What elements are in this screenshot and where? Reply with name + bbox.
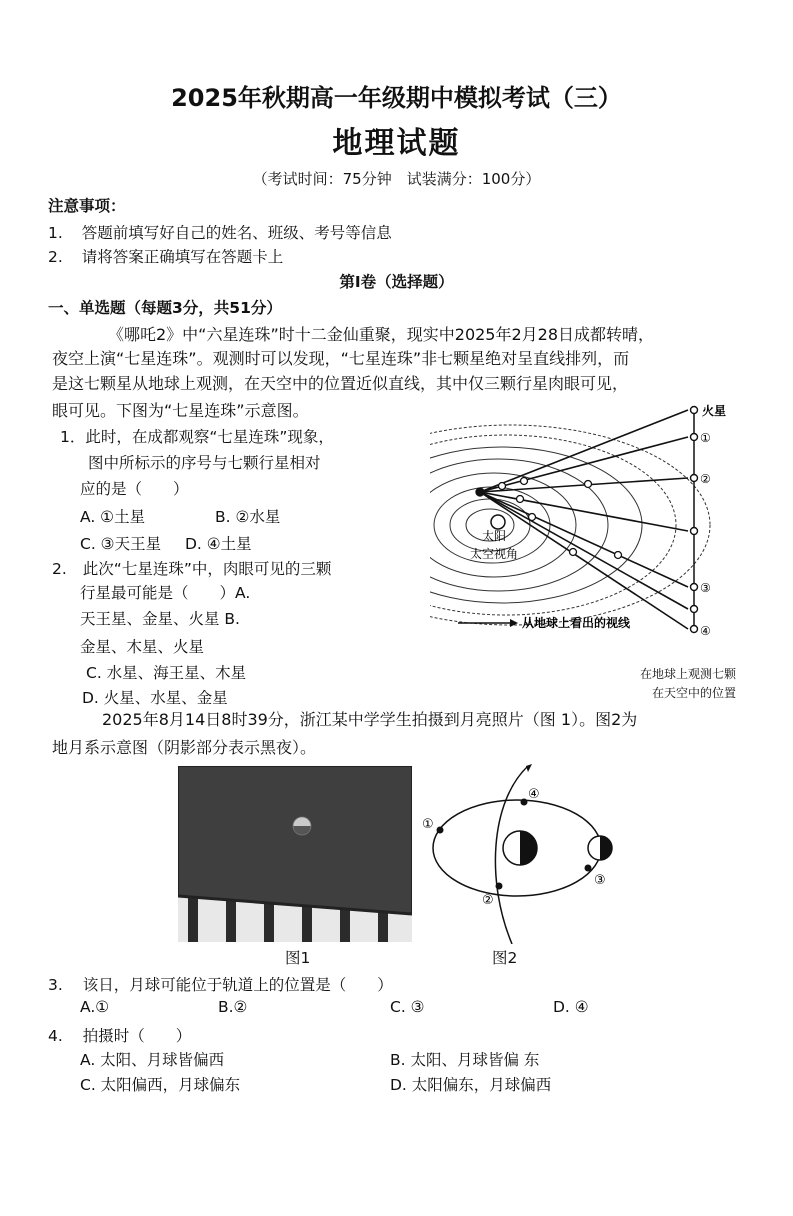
note-item <box>48 245 283 267</box>
question-stem: 该日，月球可能位于轨道上的位置是（ ） <box>82 976 393 994</box>
option-c[interactable]: C. ③天王星 <box>80 535 162 553</box>
question-2 <box>52 557 331 579</box>
question-number: 3. <box>48 976 63 994</box>
option-b[interactable]: B.② <box>218 998 248 1016</box>
option-c[interactable]: C. ③ <box>390 998 425 1016</box>
note-number: 2. <box>48 248 63 266</box>
option-d[interactable]: D. 火星、水星、金星 <box>82 689 228 707</box>
option-b[interactable]: B. 太阳、月球皆偏 东 <box>390 1051 540 1069</box>
position-3: ③ <box>594 873 606 888</box>
question-1 <box>60 425 334 447</box>
question-stem: 应的是（ ） <box>80 480 189 498</box>
position-4: ④ <box>528 787 540 802</box>
passage-line: 《哪吒2》中“六星连珠”时十二金仙重聚，现实中2025年2月28日成都转晴， <box>108 325 655 344</box>
question-stem: 此时，在成都观察“七星连珠”现象， <box>85 428 334 446</box>
question-3 <box>48 973 393 995</box>
position-1: ① <box>422 817 434 832</box>
option-d[interactable]: D. ④土星 <box>185 535 252 553</box>
planet-label: 火星 <box>702 404 727 418</box>
option-b[interactable]: 金星、木星、火星 <box>80 638 205 656</box>
question-stem: 图中所标示的序号与七颗行星相对 <box>88 454 321 472</box>
note-text: 请将答案正确填写在答题卡上 <box>81 248 284 266</box>
planet-alignment-figure <box>430 395 760 705</box>
figure-1-caption: 图1 <box>285 949 311 967</box>
figure-2-caption: 图2 <box>492 949 518 967</box>
marker-3: ③ <box>700 581 711 595</box>
question-number: 2. <box>52 560 67 578</box>
notes-heading: 注意事项： <box>48 197 126 215</box>
option-a[interactable]: A. ①土星 <box>80 508 146 526</box>
marker-2: ② <box>700 472 711 486</box>
view-label: 太空视角 <box>470 547 519 561</box>
note-text: 答题前填写好自己的姓名、班级、考号等信息 <box>81 224 392 242</box>
section-heading: 一、单选题（每题3分，共51分） <box>48 299 282 317</box>
passage-line: 夜空上演“七星连珠”。观测时可以发现，“七星连珠”非七颗星绝对呈直线排列，而 <box>52 349 630 368</box>
marker-4: ④ <box>700 624 711 638</box>
figure-caption: 在地球上观测七颗 <box>640 667 737 681</box>
passage-line: 眼可见。下图为“七星连珠”示意图。 <box>52 401 309 420</box>
sun-label: 太阳 <box>482 529 507 543</box>
earth-moon-diagram <box>420 762 620 944</box>
moon-photo <box>178 766 412 942</box>
option-a[interactable]: A.① <box>80 998 110 1016</box>
note-item <box>48 221 392 243</box>
legend-text: 从地球上看出的视线 <box>522 616 631 630</box>
figure-caption: 在天空中的位置 <box>652 686 737 700</box>
subject-title: 地理试题 <box>332 126 461 161</box>
sun-icon <box>491 515 505 529</box>
exam-info: （考试时间：75分钟 试装满分：100分） <box>252 170 541 188</box>
passage-line: 地月系示意图（阴影部分表示黑夜）。 <box>52 738 317 757</box>
part-title: 第Ⅰ卷（选择题） <box>339 273 454 291</box>
option-a[interactable]: A. 太阳、月球皆偏西 <box>80 1051 225 1069</box>
option-d[interactable]: D. ④ <box>553 998 589 1016</box>
question-4 <box>48 1024 191 1046</box>
option-c[interactable]: C. 太阳偏西，月球偏东 <box>80 1076 241 1094</box>
option-d[interactable]: D. 太阳偏东，月球偏西 <box>390 1076 552 1094</box>
exam-title: 2025年秋期高一年级期中模拟考试（三） <box>171 84 622 112</box>
question-stem: 行星最可能是（ ）A. <box>80 584 251 602</box>
question-number: 4. <box>48 1027 63 1045</box>
passage-line: 2025年8月14日8时39分，浙江某中学学生拍摄到月亮照片（图 1）。图2为 <box>102 710 638 729</box>
question-stem: 此次“七星连珠”中，肉眼可见的三颗 <box>82 560 332 578</box>
marker-1: ① <box>700 431 711 445</box>
question-number: 1． <box>60 428 86 446</box>
option-b[interactable]: B. ②水星 <box>215 508 281 526</box>
position-2: ② <box>482 893 494 908</box>
passage-line: 是这七颗星从地球上观测，在天空中的位置近似直线，其中仅三颗行星肉眼可见， <box>52 374 629 393</box>
option-c[interactable]: C. 水星、海王星、木星 <box>86 664 247 682</box>
question-stem: 拍摄时（ ） <box>82 1027 192 1045</box>
note-number: 1. <box>48 224 63 242</box>
option-a[interactable]: 天王星、金星、火星 B. <box>80 610 240 628</box>
